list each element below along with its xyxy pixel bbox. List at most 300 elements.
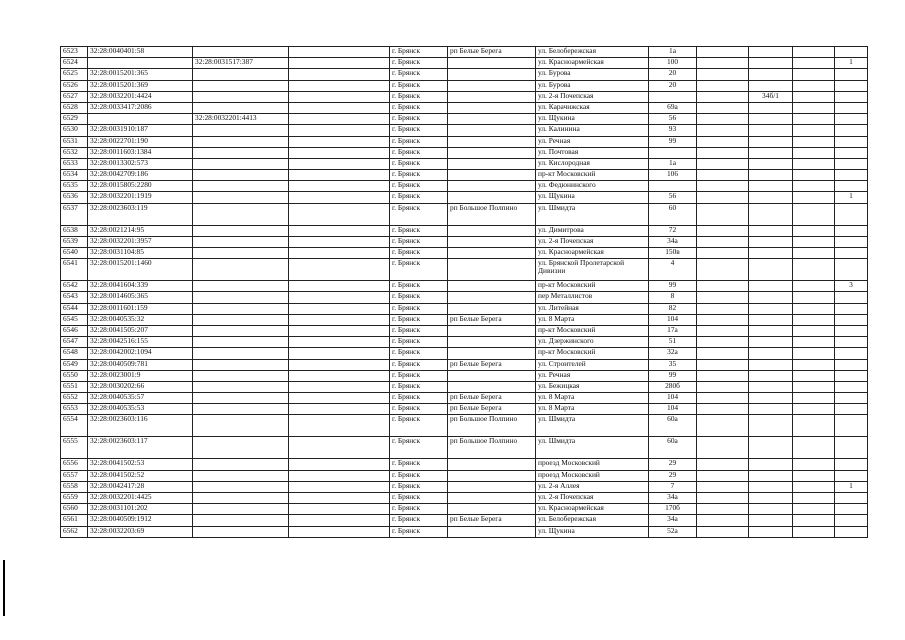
city: г. Брянск	[392, 347, 421, 357]
blank-cell-cell	[697, 69, 749, 80]
apartment-cell	[749, 147, 793, 158]
row-number-cell	[61, 459, 88, 470]
blank-cell-cell	[793, 147, 835, 158]
row-number-cell	[61, 359, 88, 370]
row-number: 6558	[63, 481, 78, 490]
city-cell	[390, 91, 448, 102]
blank-cell-cell	[793, 203, 835, 225]
row-number-cell	[61, 370, 88, 381]
city: г. Брянск	[392, 470, 421, 479]
city: г. Брянск	[392, 203, 421, 212]
city-cell	[390, 470, 448, 481]
apartment-cell	[749, 203, 793, 225]
blank-cell-cell	[289, 69, 390, 80]
linked-cadastral-number-cell	[193, 225, 289, 236]
cadastral-number: 32:28:0013302:573	[90, 158, 148, 167]
row-number: 6555	[63, 436, 78, 446]
house-number: 99	[668, 136, 677, 145]
house-number-cell	[649, 147, 697, 158]
settlement-cell	[448, 236, 536, 247]
house-number-cell	[649, 203, 697, 225]
street: ул. Карачижская	[538, 102, 590, 111]
settlement: рп Белые Берега	[450, 403, 502, 413]
blank-cell-cell	[289, 125, 390, 136]
city: г. Брянск	[392, 381, 421, 390]
house-number-cell	[649, 404, 697, 415]
table-row	[61, 69, 868, 80]
blank-cell-cell	[793, 393, 835, 404]
cadastral-number-cell	[88, 147, 193, 158]
blank-cell-cell	[697, 481, 749, 492]
table-row	[61, 526, 868, 537]
blank-cell-cell	[697, 80, 749, 91]
blank-cell-cell	[697, 192, 749, 203]
blank-cell-cell	[697, 303, 749, 314]
table-row	[61, 281, 868, 292]
settlement-cell	[448, 147, 536, 158]
house-number-cell	[649, 102, 697, 113]
house-number-cell	[649, 437, 697, 459]
blank-cell-cell	[289, 170, 390, 181]
house-number: 99	[668, 370, 677, 379]
blank-cell-cell	[697, 91, 749, 102]
blank-cell-cell	[793, 526, 835, 537]
city: г. Брянск	[392, 258, 421, 268]
linked-cadastral-number-cell	[193, 248, 289, 259]
street-cell	[536, 170, 649, 181]
blank-cell-cell	[289, 404, 390, 415]
street: ул. Дзержинского	[538, 336, 594, 346]
blank-cell-cell	[289, 415, 390, 437]
street-cell	[536, 236, 649, 247]
street-continued: Дивизии	[538, 265, 566, 275]
table-row	[61, 158, 868, 169]
cadastral-number: 32:28:0040535:53	[90, 403, 145, 413]
house-number: 56	[668, 191, 677, 201]
extra-number-cell	[835, 404, 868, 415]
cadastral-number: 32:28:0042417:28	[90, 481, 145, 490]
settlement: рп Белые Берега	[450, 46, 502, 55]
table-row	[61, 314, 868, 325]
cadastral-number-cell	[88, 526, 193, 537]
blank-cell-cell	[793, 303, 835, 314]
house-number: 69а	[667, 102, 678, 111]
cadastral-number-cell	[88, 114, 193, 125]
blank-cell-cell	[793, 170, 835, 181]
city-cell	[390, 393, 448, 404]
street-cell	[536, 325, 649, 336]
blank-cell-cell	[793, 459, 835, 470]
city: г. Брянск	[392, 325, 421, 334]
blank-cell-cell	[793, 114, 835, 125]
blank-cell-cell	[793, 325, 835, 336]
city-cell	[390, 102, 448, 113]
city: г. Брянск	[392, 158, 421, 167]
blank-cell-cell	[697, 47, 749, 58]
row-number-cell	[61, 136, 88, 147]
cadastral-number: 32:28:0022701:190	[90, 136, 148, 145]
house-number: 170б	[665, 503, 680, 513]
city-cell	[390, 69, 448, 80]
row-number-cell	[61, 381, 88, 392]
blank-cell-cell	[289, 58, 390, 69]
city: г. Брянск	[392, 46, 421, 55]
house-number: 99	[668, 280, 677, 290]
table-row	[61, 181, 868, 192]
street-cell	[536, 248, 649, 259]
blank-cell-cell	[793, 58, 835, 69]
row-number: 6546	[63, 325, 78, 334]
apartment-cell	[749, 225, 793, 236]
cadastral-number-cell	[88, 481, 193, 492]
house-number-cell	[649, 80, 697, 91]
street: ул. Бежицкая	[538, 381, 580, 390]
street-cell	[536, 459, 649, 470]
table-row	[61, 147, 868, 158]
row-number: 6561	[63, 514, 78, 524]
apartment-cell	[749, 481, 793, 492]
linked-cadastral-number-cell	[193, 404, 289, 415]
street-cell	[536, 225, 649, 236]
blank-cell-cell	[697, 348, 749, 359]
street: пр-кт Московский	[538, 169, 596, 179]
house-number: 82	[668, 303, 677, 312]
table-row	[61, 493, 868, 504]
settlement-cell	[448, 125, 536, 136]
row-number: 6553	[63, 403, 78, 413]
street-cell	[536, 259, 649, 281]
street-cell	[536, 314, 649, 325]
blank-cell-cell	[697, 136, 749, 147]
house-number-cell	[649, 314, 697, 325]
street: ул. Красноармейская	[538, 503, 604, 513]
street: ул. 2-я Аллея	[538, 481, 580, 490]
city-cell	[390, 181, 448, 192]
extra-number-cell	[835, 136, 868, 147]
extra-number-cell	[835, 303, 868, 314]
row-number: 6559	[63, 492, 78, 501]
row-number: 6540	[63, 247, 78, 256]
extra-number-cell	[835, 359, 868, 370]
blank-cell-cell	[793, 404, 835, 415]
extra-number-cell	[835, 203, 868, 225]
settlement-cell	[448, 415, 536, 437]
street-cell	[536, 292, 649, 303]
row-number-cell	[61, 348, 88, 359]
city: г. Брянск	[392, 280, 421, 290]
settlement-cell	[448, 158, 536, 169]
row-number-cell	[61, 69, 88, 80]
city-cell	[390, 437, 448, 459]
cadastral-number-cell	[88, 393, 193, 404]
blank-cell-cell	[793, 80, 835, 91]
city-cell	[390, 292, 448, 303]
street-cell	[536, 80, 649, 91]
house-number-cell	[649, 248, 697, 259]
table-row	[61, 415, 868, 437]
cadastral-number-cell	[88, 381, 193, 392]
linked-cadastral-number-cell	[193, 359, 289, 370]
blank-cell-cell	[289, 91, 390, 102]
blank-cell-cell	[289, 225, 390, 236]
table-row	[61, 515, 868, 526]
linked-cadastral-number-cell	[193, 192, 289, 203]
row-number-cell	[61, 281, 88, 292]
street: ул. Белобережская	[538, 46, 596, 55]
extra-number: 1	[849, 57, 853, 67]
house-number-cell	[649, 415, 697, 437]
blank-cell-cell	[289, 192, 390, 203]
extra-number-cell	[835, 158, 868, 169]
blank-cell-cell	[697, 58, 749, 69]
city-cell	[390, 404, 448, 415]
blank-cell-cell	[289, 136, 390, 147]
city-cell	[390, 170, 448, 181]
blank-cell-cell	[289, 259, 390, 281]
city: г. Брянск	[392, 225, 421, 234]
house-number-cell	[649, 47, 697, 58]
cadastral-number-cell	[88, 292, 193, 303]
settlement-cell	[448, 515, 536, 526]
cadastral-number: 32:28:0031101:202	[90, 503, 148, 513]
street-cell	[536, 415, 649, 437]
street: ул. 2-я Почепская	[538, 236, 594, 245]
cadastral-number-cell	[88, 136, 193, 147]
apartment-cell	[749, 91, 793, 102]
linked-cadastral-number-cell	[193, 69, 289, 80]
city-cell	[390, 192, 448, 203]
row-number-cell	[61, 470, 88, 481]
blank-cell-cell	[793, 47, 835, 58]
row-number: 6523	[63, 46, 78, 55]
row-number-cell	[61, 337, 88, 348]
cadastral-number: 32:28:0032201:1919	[90, 191, 152, 201]
apartment-cell	[749, 303, 793, 314]
extra-number-cell	[835, 437, 868, 459]
document-page	[60, 46, 868, 538]
linked-cadastral-number-cell	[193, 170, 289, 181]
city: г. Брянск	[392, 236, 421, 245]
settlement-cell	[448, 437, 536, 459]
row-number: 6554	[63, 414, 78, 424]
house-number: 280б	[665, 381, 680, 390]
table-row	[61, 348, 868, 359]
street: ул. 2-я Почепская	[538, 91, 594, 100]
blank-cell-cell	[793, 292, 835, 303]
table-row	[61, 359, 868, 370]
city-cell	[390, 493, 448, 504]
row-number: 6526	[63, 80, 78, 89]
house-number-cell	[649, 393, 697, 404]
extra-number-cell	[835, 381, 868, 392]
blank-cell-cell	[697, 236, 749, 247]
house-number: 104	[666, 314, 679, 323]
street-cell	[536, 493, 649, 504]
house-number-cell	[649, 125, 697, 136]
apartment-cell	[749, 80, 793, 91]
city-cell	[390, 370, 448, 381]
linked-cadastral-number-cell	[193, 147, 289, 158]
table-row	[61, 470, 868, 481]
street-cell	[536, 125, 649, 136]
extra-number-cell	[835, 493, 868, 504]
city-cell	[390, 236, 448, 247]
cadastral-number-cell	[88, 281, 193, 292]
apartment-cell	[749, 493, 793, 504]
cadastral-number: 32:28:0015201:365	[90, 68, 148, 78]
city-cell	[390, 225, 448, 236]
linked-cadastral-number-cell	[193, 259, 289, 281]
house-number-cell	[649, 259, 697, 281]
table-row	[61, 404, 868, 415]
blank-cell-cell	[697, 381, 749, 392]
city-cell	[390, 504, 448, 515]
row-number: 6532	[63, 147, 78, 156]
cadastral-number-cell	[88, 181, 193, 192]
city-cell	[390, 337, 448, 348]
apartment-cell	[749, 404, 793, 415]
row-number-cell	[61, 504, 88, 515]
row-number: 6530	[63, 124, 78, 134]
cadastral-number: 32:28:0040535:32	[90, 314, 145, 323]
blank-cell-cell	[697, 281, 749, 292]
street: ул. 2-я Почепская	[538, 492, 594, 501]
table-row	[61, 504, 868, 515]
settlement-cell	[448, 404, 536, 415]
house-number: 35	[668, 359, 677, 368]
apartment-cell	[749, 47, 793, 58]
street-cell	[536, 381, 649, 392]
house-number-cell	[649, 381, 697, 392]
house-number: 34а	[667, 236, 678, 245]
row-number: 6525	[63, 68, 78, 78]
blank-cell-cell	[289, 493, 390, 504]
city: г. Брянск	[392, 169, 421, 179]
blank-cell-cell	[289, 370, 390, 381]
cadastral-number: 32:28:0014605:365	[90, 291, 148, 301]
city: г. Брянск	[392, 303, 421, 312]
settlement-cell	[448, 348, 536, 359]
blank-cell-cell	[289, 147, 390, 158]
cadastral-number-cell	[88, 69, 193, 80]
linked-cadastral-number-cell	[193, 370, 289, 381]
linked-cadastral-number-cell	[193, 459, 289, 470]
cadastral-number-cell	[88, 437, 193, 459]
cadastral-number-cell	[88, 314, 193, 325]
cadastral-number: 32:28:0032201:4425	[90, 492, 152, 501]
street-cell	[536, 526, 649, 537]
row-number: 6533	[63, 158, 78, 167]
cadastral-number: 32:28:0011603:1384	[90, 147, 152, 156]
apartment-cell	[749, 459, 793, 470]
city-cell	[390, 80, 448, 91]
row-number: 6529	[63, 113, 78, 123]
settlement-cell	[448, 481, 536, 492]
table-row	[61, 58, 868, 69]
row-number: 6549	[63, 359, 78, 368]
house-number: 1а	[669, 46, 676, 55]
city-cell	[390, 125, 448, 136]
settlement-cell	[448, 69, 536, 80]
blank-cell-cell	[697, 114, 749, 125]
city: г. Брянск	[392, 336, 421, 346]
blank-cell-cell	[289, 348, 390, 359]
table-row	[61, 114, 868, 125]
row-number: 6536	[63, 191, 78, 201]
street-cell	[536, 114, 649, 125]
house-number-cell	[649, 515, 697, 526]
street: ул. Щукина	[538, 191, 575, 201]
street-cell	[536, 348, 649, 359]
city: г. Брянск	[392, 526, 421, 535]
cadastral-number: 32:28:0023603:116	[90, 414, 148, 424]
cadastral-number: 32:28:0040509:781	[90, 359, 148, 368]
blank-cell-cell	[697, 158, 749, 169]
linked-cadastral-number-cell	[193, 181, 289, 192]
city: г. Брянск	[392, 514, 421, 524]
cadastral-number-cell	[88, 493, 193, 504]
street: ул. Речная	[538, 370, 571, 379]
linked-cadastral-number-cell	[193, 303, 289, 314]
extra-number-cell	[835, 236, 868, 247]
table-row	[61, 248, 868, 259]
house-number: 100	[666, 57, 679, 67]
cadastral-number-cell	[88, 359, 193, 370]
city: г. Брянск	[392, 57, 421, 67]
row-number-cell	[61, 415, 88, 437]
city: г. Брянск	[392, 247, 421, 256]
blank-cell-cell	[289, 102, 390, 113]
extra-number-cell	[835, 192, 868, 203]
settlement-cell	[448, 80, 536, 91]
extra-number: 1	[849, 191, 853, 201]
linked-cadastral-number-cell	[193, 337, 289, 348]
street: ул. 8 Марта	[538, 314, 575, 323]
house-number-cell	[649, 303, 697, 314]
blank-cell-cell	[697, 125, 749, 136]
table-row	[61, 481, 868, 492]
cadastral-number: 32:28:0041502:53	[90, 458, 145, 468]
row-number-cell	[61, 102, 88, 113]
apartment-cell	[749, 504, 793, 515]
city-cell	[390, 515, 448, 526]
house-number-cell	[649, 170, 697, 181]
blank-cell-cell	[793, 259, 835, 281]
city-cell	[390, 303, 448, 314]
linked-cadastral-number-cell	[193, 493, 289, 504]
street-cell	[536, 481, 649, 492]
table-row	[61, 203, 868, 225]
house-number-cell	[649, 236, 697, 247]
apartment-cell	[749, 281, 793, 292]
cadastral-number-cell	[88, 192, 193, 203]
blank-cell-cell	[289, 303, 390, 314]
linked-cadastral-number-cell	[193, 314, 289, 325]
table-row	[61, 80, 868, 91]
city-cell	[390, 348, 448, 359]
street: ул. Красноармейская	[538, 247, 604, 256]
apartment-cell	[749, 393, 793, 404]
apartment-cell	[749, 58, 793, 69]
blank-cell-cell	[697, 504, 749, 515]
city-cell	[390, 459, 448, 470]
settlement-cell	[448, 58, 536, 69]
linked-cadastral-number-cell	[193, 526, 289, 537]
table-row	[61, 91, 868, 102]
apartment-cell	[749, 359, 793, 370]
city-cell	[390, 325, 448, 336]
blank-cell-cell	[289, 337, 390, 348]
